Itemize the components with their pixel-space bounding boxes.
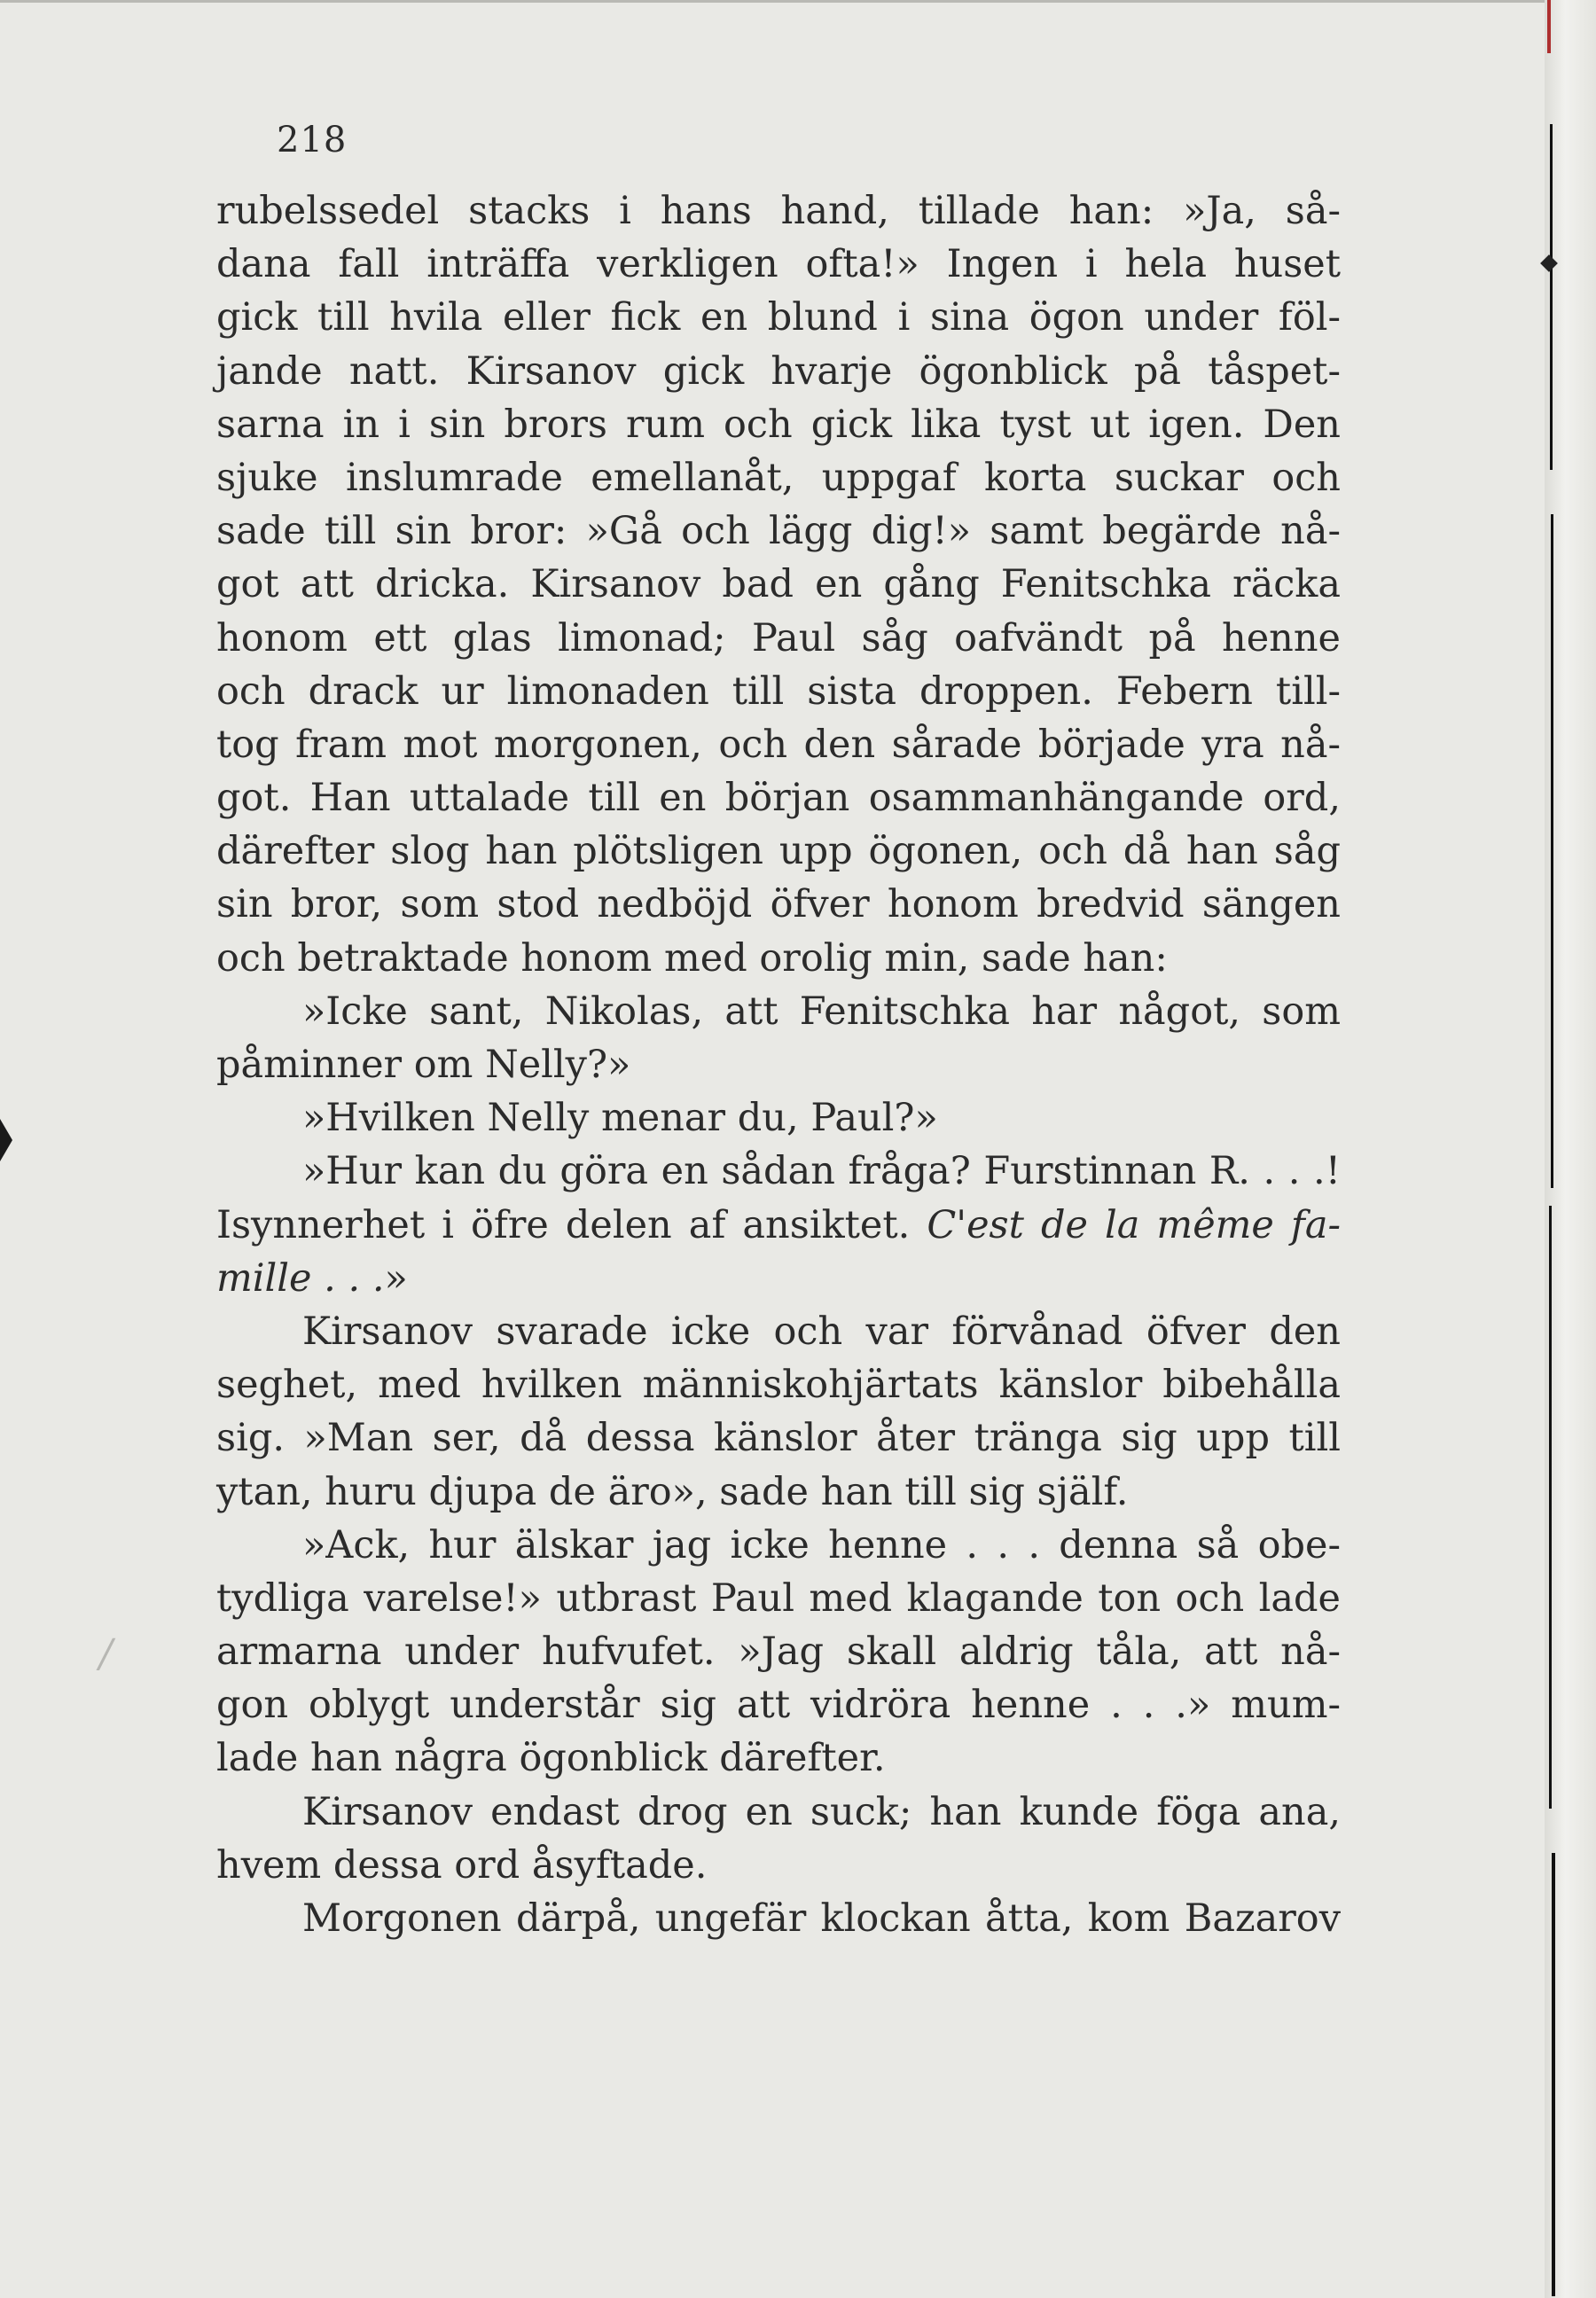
text-line: sig. »Man ser, då dessa känslor åter tränga sig upp till	[216, 1416, 1341, 1461]
text-line: gick till hvila eller fick en blund i sina ögon under föl-	[216, 295, 1341, 340]
text-line: sarna in i sin brors rum och gick lika tyst ut igen. Den	[216, 402, 1341, 447]
text-line: jande natt. Kirsanov gick hvarje ögonblick på tåspet-	[216, 348, 1341, 394]
pencil-mark-icon: /	[99, 1631, 113, 1677]
text-line: dana fall inträffa verkligen ofta!» Ingen i hela huset	[216, 242, 1341, 287]
text-line: Isynnerhet i öfre delen af ansiktet. C'est de la même fa-	[216, 1202, 1342, 1247]
text-line: lade han några ögonblick därefter.	[216, 1736, 886, 1781]
edge-line	[1551, 514, 1553, 1188]
text-line: Kirsanov svarade icke och var förvånad öfver den	[302, 1309, 1341, 1354]
page-edge	[1545, 0, 1596, 2298]
body-text	[216, 184, 1341, 1945]
text-line: därefter slog han plötsligen upp ögonen, och då han såg	[216, 829, 1341, 874]
text-line: mille . . .»	[216, 1255, 408, 1301]
text-line: got. Han uttalade till en början osammanhängande ord,	[216, 776, 1341, 821]
text-line: rubelssedel stacks i hans hand, tillade han: »Ja, så-	[216, 189, 1341, 233]
text-line: ytan, huru djupa de äro», sade han till sig själf.	[216, 1469, 1129, 1514]
text-line: tog fram mot morgonen, och den sårade började yra nå-	[216, 722, 1341, 767]
text-line: påminner om Nelly?»	[216, 1043, 631, 1087]
text-line: honom ett glas limonad; Paul såg oafvändt på henne	[216, 615, 1341, 660]
italic-text: mille . . .	[216, 1255, 385, 1301]
text-line: armarna under hufvufet. »Jag skall aldrig tåla, att nå-	[216, 1630, 1341, 1675]
text-line: Morgonen därpå, ungefär klockan åtta, kom Bazarov	[302, 1896, 1341, 1941]
text-line: »Hvilken Nelly menar du, Paul?»	[302, 1096, 938, 1141]
left-margin-mark	[0, 1119, 12, 1161]
italic-text: C'est de la même fa-	[927, 1202, 1342, 1247]
text-line: och betraktade honom med orolig min, sade han:	[216, 935, 1168, 981]
page-number: 218	[277, 120, 348, 160]
text-line: got att dricka. Kirsanov bad en gång Fenitschka räcka	[216, 562, 1341, 607]
text-line: sjuke inslumrade emellanåt, uppgaf korta suckar och	[216, 455, 1341, 500]
text-line: och drack ur limonaden till sista droppen. Febern till-	[216, 668, 1341, 714]
text-line: »Hur kan du göra en sådan fråga? Furstinnan R. . . .!	[302, 1149, 1341, 1194]
edge-line	[1552, 1853, 1555, 2296]
text-line: tydliga varelse!» utbrast Paul med klagande ton och lade	[216, 1575, 1341, 1621]
text-line: sade till sin bror: »Gå och lägg dig!» samt begärde nå-	[216, 509, 1341, 554]
top-rule	[0, 0, 1545, 3]
edge-line	[1549, 1206, 1552, 1809]
edge-line	[1547, 0, 1551, 53]
text-line: sin bror, som stod nedböjd öfver honom bredvid sängen	[216, 882, 1341, 927]
text-line: hvem dessa ord åsyftade.	[216, 1842, 708, 1888]
text-line: »Ack, hur älskar jag icke henne . . . denna så obe-	[302, 1522, 1341, 1567]
text-line: seghet, med hvilken människohjärtats känslor bibehålla	[216, 1363, 1341, 1408]
edge-line	[1550, 124, 1553, 470]
text-line: »Icke sant, Nikolas, att Fenitschka har något, som	[302, 989, 1341, 1034]
text-line: gon oblygt understår sig att vidröra henne . . .» mum-	[216, 1683, 1341, 1728]
text-line: Kirsanov endast drog en suck; han kunde föga ana,	[302, 1789, 1341, 1834]
